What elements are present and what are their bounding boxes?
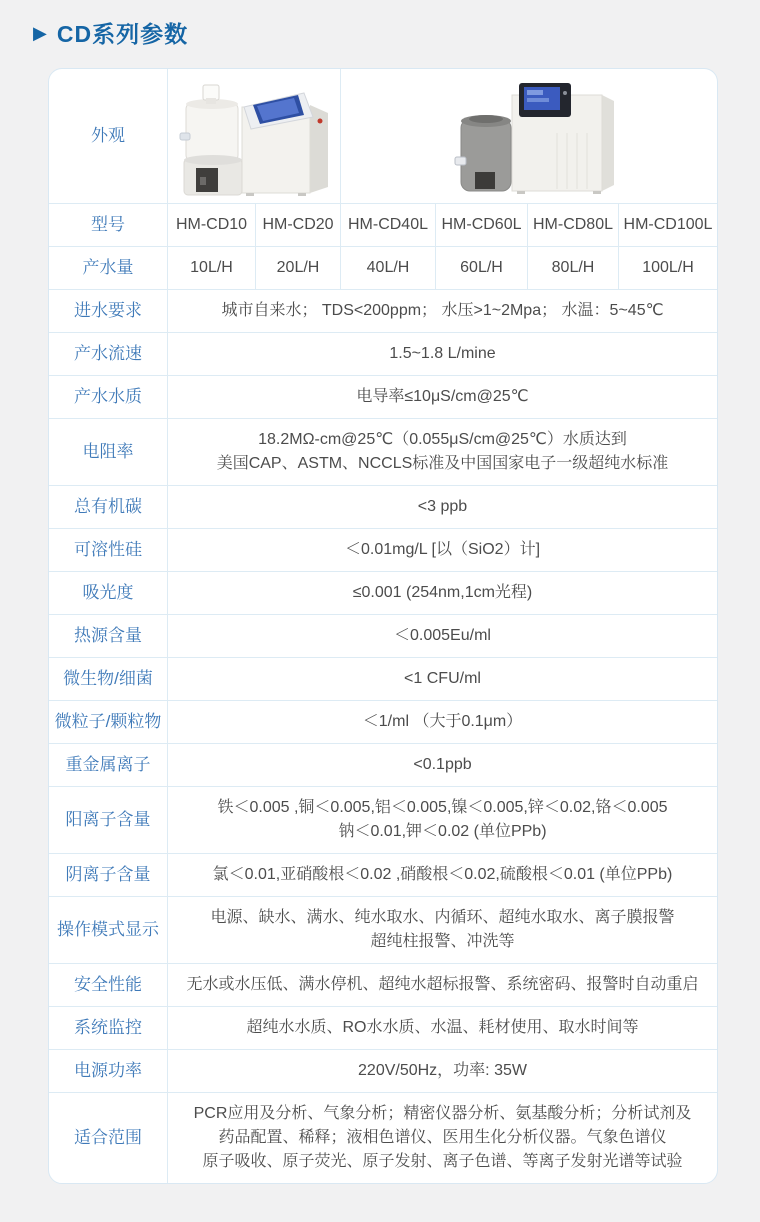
value-line: 铁＜0.005 ,铜＜0.005,铝＜0.005,镍＜0.005,锌＜0.02,铬＜0.005 xyxy=(217,799,668,816)
value-line: 18.2MΩ-cm@25℃（0.055μS/cm@25℃）水质达到 xyxy=(258,431,627,448)
table-row xyxy=(49,69,717,204)
value-cell xyxy=(168,290,717,333)
value-cell: HM-CD60L xyxy=(436,204,528,247)
value-line: 氯＜0.01,亚硝酸根＜0.02 ,硝酸根＜0.02,硫酸根＜0.01 (单位PPb) xyxy=(212,866,673,883)
row-label: 吸光度 xyxy=(49,572,168,615)
value-line: ≤0.001 (254nm,1cm光程) xyxy=(352,584,533,601)
table-row xyxy=(49,787,717,854)
spec-table-container xyxy=(48,68,718,1184)
row-label: 微生物/细菌 xyxy=(49,658,168,701)
value-cell xyxy=(168,376,717,419)
value-cell: 10L/H xyxy=(168,247,256,290)
value-cell xyxy=(168,897,717,964)
machine-small-image xyxy=(172,73,342,199)
value-cell: HM-CD80L xyxy=(528,204,619,247)
row-label: 热源含量 xyxy=(49,615,168,658)
row-label: 外观 xyxy=(49,69,168,204)
value-cell xyxy=(168,333,717,376)
row-label: 适合范围 xyxy=(49,1093,168,1183)
table-row xyxy=(49,419,717,486)
value-cell xyxy=(168,1093,717,1183)
value-cell: HM-CD100L xyxy=(619,204,717,247)
table-row xyxy=(49,486,717,529)
value-cell: 80L/H xyxy=(528,247,619,290)
value-line: 原子吸收、原子荧光、原子发射、离子色谱、等离子发射光谱等试验 xyxy=(202,1153,683,1170)
spec-table xyxy=(49,69,717,1183)
table-row xyxy=(49,701,717,744)
value-cell: 40L/H xyxy=(341,247,436,290)
value-line: <0.1ppb xyxy=(413,756,472,773)
value-line: 钠＜0.01,钾＜0.02 (单位PPb) xyxy=(338,823,547,840)
value-line: 超纯柱报警、冲洗等 xyxy=(370,933,515,950)
row-label: 可溶性硅 xyxy=(49,529,168,572)
value-cell: 100L/H xyxy=(619,247,717,290)
row-label: 进水要求 xyxy=(49,290,168,333)
value-line: ＜0.01mg/L [以（SiO2）计] xyxy=(344,541,541,558)
value-line: ＜0.005Eu/ml xyxy=(394,627,491,644)
value-line: <3 ppb xyxy=(417,498,468,515)
page-title-text: CD系列参数 xyxy=(56,21,189,47)
table-row xyxy=(49,247,717,290)
table-row xyxy=(49,1007,717,1050)
value-cell xyxy=(168,486,717,529)
value-line: ＜1/ml （大于0.1μm） xyxy=(362,713,523,730)
value-cell xyxy=(168,529,717,572)
table-row xyxy=(49,204,717,247)
value-cell xyxy=(168,701,717,744)
table-row xyxy=(49,572,717,615)
title-marker-icon: ▶ xyxy=(33,22,48,43)
table-row xyxy=(49,964,717,1007)
row-label: 安全性能 xyxy=(49,964,168,1007)
value-cell xyxy=(168,787,717,854)
value-cell: 60L/H xyxy=(436,247,528,290)
value-line: 城市自来水； TDS<200ppm； 水压>1~2Mpa； 水温：5~45℃ xyxy=(221,302,664,319)
value-line: 电导率≤10μS/cm@25℃ xyxy=(356,388,529,405)
page-title xyxy=(33,16,188,49)
row-label: 电源功率 xyxy=(49,1050,168,1093)
row-label: 产水水质 xyxy=(49,376,168,419)
table-row xyxy=(49,658,717,701)
value-cell xyxy=(168,658,717,701)
row-label: 产水流速 xyxy=(49,333,168,376)
value-line: 药品配置、稀释；液相色谱仪、医用生化分析仪器。气象色谱仪 xyxy=(218,1129,667,1146)
row-label: 微粒子/颗粒物 xyxy=(49,701,168,744)
table-row xyxy=(49,1093,717,1183)
table-row xyxy=(49,854,717,897)
value-cell xyxy=(168,1007,717,1050)
table-row xyxy=(49,290,717,333)
appearance-cell-small xyxy=(168,69,341,204)
row-label: 重金属离子 xyxy=(49,744,168,787)
value-cell: HM-CD10 xyxy=(168,204,256,247)
row-label: 系统监控 xyxy=(49,1007,168,1050)
value-cell xyxy=(168,615,717,658)
table-row xyxy=(49,376,717,419)
table-row xyxy=(49,615,717,658)
table-row xyxy=(49,897,717,964)
value-line: 220V/50Hz，功率: 35W xyxy=(358,1062,527,1079)
row-label: 阴离子含量 xyxy=(49,854,168,897)
value-line: PCR应用及分析、气象分析；精密仪器分析、氨基酸分析；分析试剂及 xyxy=(193,1105,692,1122)
value-cell xyxy=(168,744,717,787)
value-line: 无水或水压低、满水停机、超纯水超标报警、系统密码、报警时自动重启 xyxy=(186,976,699,993)
value-line: <1 CFU/ml xyxy=(404,670,481,687)
row-label: 产水量 xyxy=(49,247,168,290)
spec-table-body xyxy=(49,69,717,1183)
table-row xyxy=(49,333,717,376)
row-label: 电阻率 xyxy=(49,419,168,486)
value-cell xyxy=(168,964,717,1007)
value-cell xyxy=(168,854,717,897)
value-cell: HM-CD40L xyxy=(341,204,436,247)
row-label: 型号 xyxy=(49,204,168,247)
table-row xyxy=(49,1050,717,1093)
machine-large-image xyxy=(409,73,649,199)
value-cell xyxy=(168,1050,717,1093)
value-cell xyxy=(168,419,717,486)
value-line: 电源、缺水、满水、纯水取水、内循环、超纯水取水、离子膜报警 xyxy=(210,909,675,926)
table-row xyxy=(49,529,717,572)
value-line: 超纯水水质、RO水水质、水温、耗材使用、取水时间等 xyxy=(246,1019,639,1036)
value-cell: HM-CD20 xyxy=(256,204,341,247)
value-line: 1.5~1.8 L/mine xyxy=(389,345,496,362)
row-label: 总有机碳 xyxy=(49,486,168,529)
value-cell xyxy=(168,572,717,615)
value-cell: 20L/H xyxy=(256,247,341,290)
value-line: 美国CAP、ASTM、NCCLS标准及中国国家电子一级超纯水标准 xyxy=(216,455,669,472)
row-label: 阳离子含量 xyxy=(49,787,168,854)
appearance-cell-large xyxy=(341,69,717,204)
row-label: 操作模式显示 xyxy=(49,897,168,964)
table-row xyxy=(49,744,717,787)
